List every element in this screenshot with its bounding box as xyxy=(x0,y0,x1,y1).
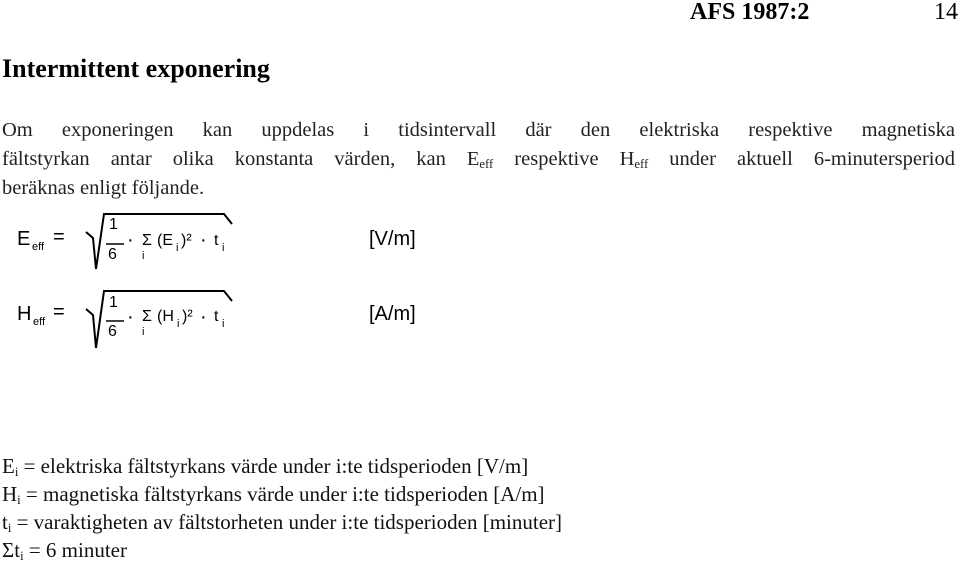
intro-text: under aktuell 6-minutersperiod xyxy=(648,148,956,170)
sum-index: i xyxy=(142,326,145,338)
variable-open: (H xyxy=(157,308,174,325)
intro-line-3: beräknas enligt följande. xyxy=(2,177,205,199)
definition-h xyxy=(2,480,562,508)
definition-t xyxy=(2,508,562,536)
variable-subscript: i xyxy=(176,242,179,254)
document-code: AFS 1987:2 xyxy=(690,0,810,25)
multiply-dot: · xyxy=(127,229,134,251)
multiply-dot: · xyxy=(127,306,134,328)
multiply-dot: · xyxy=(200,229,207,251)
time-variable: t xyxy=(214,308,219,325)
definition-sum-t xyxy=(2,536,562,564)
intro-text: fältstyrkan antar olika konstanta värden, kan E xyxy=(2,148,480,170)
definition-symbol: H xyxy=(2,482,18,506)
definition-symbol: t xyxy=(2,510,8,534)
page-number: 14 xyxy=(934,0,958,25)
variable-subscript: i xyxy=(177,318,180,330)
definition-e xyxy=(2,452,562,480)
sum-index: i xyxy=(142,250,145,262)
variable-close: )² xyxy=(182,308,193,325)
fraction-numerator: 1 xyxy=(109,294,118,311)
formula-equals: = xyxy=(53,301,65,323)
fraction-denominator: 6 xyxy=(108,323,117,340)
time-subscript: i xyxy=(222,242,225,254)
formula-lhs-subscript: eff xyxy=(32,241,45,253)
fraction-denominator: 6 xyxy=(108,246,117,263)
time-variable: t xyxy=(214,232,219,249)
fraction-numerator: 1 xyxy=(109,216,118,233)
definition-subscript: i xyxy=(14,465,19,480)
symbol-definitions xyxy=(2,452,562,564)
formula-lhs: E xyxy=(17,228,31,250)
formula-unit: [A/m] xyxy=(369,303,416,325)
intro-line-2 xyxy=(2,145,955,174)
intro-line-1: Om exponeringen kan uppdelas i tidsintervall där den elektriska respektive magnetiska xyxy=(2,119,955,141)
definition-text: = magnetiska fältstyrkans värde under i:te tidsperioden [A/m] xyxy=(20,482,545,506)
intro-paragraph xyxy=(2,116,955,203)
section-title: Intermittent exponering xyxy=(2,54,270,83)
definition-subscript: i xyxy=(7,521,12,536)
definition-symbol: Σt xyxy=(2,538,21,562)
definition-text: = varaktigheten av fältstorheten under i:te tidsperioden [minuter] xyxy=(11,510,562,534)
formula-lhs-subscript: eff xyxy=(33,316,46,328)
time-subscript: i xyxy=(222,318,225,330)
formula-equals: = xyxy=(53,226,65,248)
formula-lhs: H xyxy=(17,303,32,325)
definition-text: = 6 minuter xyxy=(23,538,127,562)
variable-open: (E xyxy=(157,232,173,249)
definition-subscript: i xyxy=(17,493,21,508)
sum-symbol: Σ xyxy=(142,232,152,249)
sum-symbol: Σ xyxy=(142,308,152,325)
multiply-dot: · xyxy=(200,306,207,328)
intro-text: respektive H xyxy=(493,148,635,170)
variable-close: )² xyxy=(181,232,192,249)
definition-text: = elektriska fältstyrkans värde under i:te tidsperioden [V/m] xyxy=(18,454,529,478)
formula-unit: [V/m] xyxy=(369,228,416,250)
definition-symbol: E xyxy=(2,454,15,478)
definition-subscript: i xyxy=(20,549,24,564)
subscript: eff xyxy=(634,157,649,172)
subscript: eff xyxy=(479,157,494,172)
